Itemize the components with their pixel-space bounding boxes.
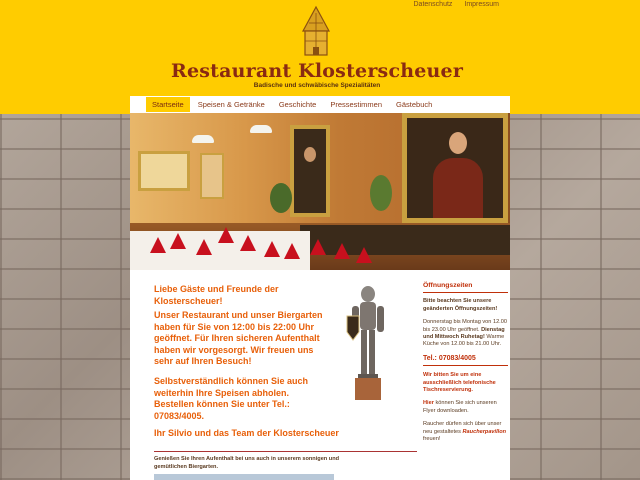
brand-title: Restaurant Klosterscheuer — [170, 60, 464, 82]
nav-gaestebuch[interactable]: Gästebuch — [396, 100, 433, 109]
greeting-heading: Liebe Gäste und Freunde der Klosterscheuer! — [154, 284, 279, 306]
hours-details — [423, 319, 508, 349]
bench — [300, 225, 510, 255]
ceiling-lamp — [250, 125, 272, 133]
opening-hours-sidebar — [423, 282, 508, 450]
wall-picture — [138, 151, 190, 191]
flyer-note — [423, 400, 508, 415]
takeaway-paragraph: Selbstverständlich können Sie auch weiterhin Ihre Speisen abholen. Bestellen können Sie unter Tel.: 07083/4005. — [154, 376, 309, 421]
main-nav — [130, 96, 510, 113]
building-logo-icon[interactable] — [299, 5, 333, 59]
smokers-text: Raucher dürfen sich über unser neu gestaltetes — [423, 421, 502, 435]
nav-startseite[interactable]: Startseite — [146, 97, 190, 112]
flyer-text: können Sie sich unseren Flyer downloaden. — [423, 400, 497, 414]
opening-paragraph: Unser Restaurant und unser Biergarten haben für Sie von 12:00 bis 22:00 Uhr geöffnet. Für Ihren sicheren Aufenthalt haben wir vorgesorgt. Wir freuen uns sehr auf Ihren Besuch! — [154, 310, 323, 366]
hours-closed: Dienstag und Mittwoch Ruhetag! — [423, 326, 505, 341]
content-divider — [154, 451, 417, 452]
flyer-download-link[interactable]: Hier — [423, 400, 434, 407]
hours-weekdays: Donnerstag bis Montag von 12.00 bis 23.00 Uhr geöffnet. — [423, 319, 507, 333]
brand-tagline: Badische und schwäbische Spezialitäten — [253, 82, 381, 89]
wall-picture — [200, 153, 224, 199]
smokers-note — [423, 421, 508, 443]
hours-notice: Bitte beachten Sie unsere geänderten Öffnungszeiten! — [423, 298, 498, 312]
reservation-note: Wir bitten Sie um eine ausschließlich telefonische Tischreservierung. — [423, 372, 496, 394]
biergarten-photo — [154, 474, 334, 480]
smokers-end: freuen! — [423, 436, 441, 443]
nav-pressestimmen[interactable]: Pressestimmen — [330, 100, 383, 109]
plant — [370, 175, 392, 211]
hours-kitchen: Warme Küche von 12.00 bis 21.00 Uhr. — [423, 334, 505, 348]
nav-geschichte[interactable]: Geschichte — [278, 100, 317, 109]
biergarten-note: Genießen Sie Ihren Aufenthalt bei uns auch in unserem sonnigen und gemütlichen Biergarten. — [154, 456, 340, 470]
phone-number: Tel.: 07083/4005 — [423, 355, 508, 366]
ceiling-lamp — [192, 135, 214, 143]
link-datenschutz[interactable]: Datenschutz — [413, 1, 453, 8]
content-panel — [130, 96, 510, 480]
portrait-painting-man — [290, 125, 330, 217]
raucherpavillon-link[interactable]: Raucherpavillon — [462, 428, 507, 435]
plant — [270, 183, 292, 213]
link-impressum[interactable]: Impressum — [464, 1, 499, 8]
hero-restaurant-photo — [130, 113, 510, 270]
portrait-painting-woman — [402, 113, 508, 223]
signature-line: Ihr Silvio und das Team der Klosterscheuer — [154, 428, 339, 438]
opening-hours-title: Öffnungszeiten — [423, 282, 508, 293]
nav-speisen-getraenke[interactable]: Speisen & Getränke — [197, 100, 265, 109]
top-links — [404, 1, 500, 8]
knight-armor-image — [343, 284, 393, 404]
